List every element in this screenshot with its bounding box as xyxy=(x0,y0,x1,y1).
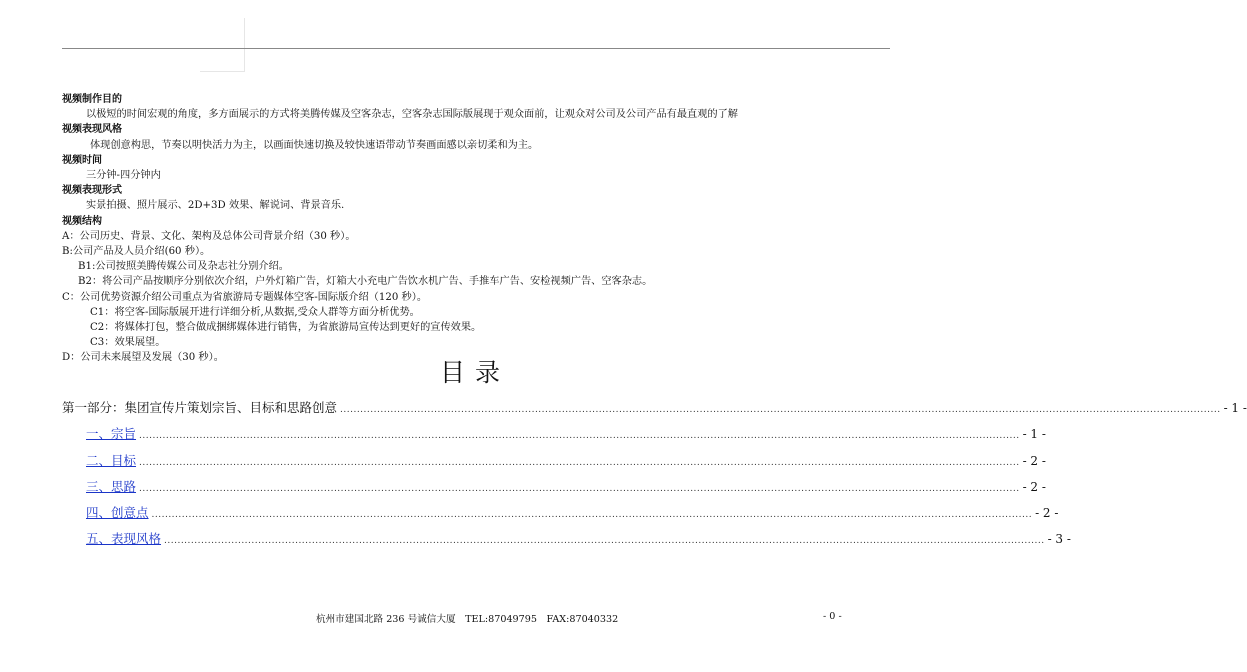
toc-page-number: - 1 - xyxy=(1223,401,1247,415)
structure-item: B:公司产品及人员介绍(60 秒）。 xyxy=(62,246,211,258)
toc-entry-text[interactable]: 第一部分：集团宣传片策划宗旨、目标和思路创意 xyxy=(62,400,338,415)
toc-leader: ...................................................................................................................................................................................................................................................................... xyxy=(139,431,1020,442)
structure-subitem: C3：效果展望。 xyxy=(90,337,166,349)
toc-leader: ...................................................................................................................................................................................................................................................................... xyxy=(164,536,1045,547)
structure-subitem: C1：将空客-国际版展开进行详细分析,从数据,受众人群等方面分析优势。 xyxy=(90,306,420,318)
body-paragraph: 三分钟-四分钟内 xyxy=(86,170,161,182)
section-heading: 视频结构 xyxy=(62,215,102,227)
toc-page-number: - 2 - xyxy=(1035,506,1059,521)
toc-link[interactable]: 一、宗旨 xyxy=(86,426,137,442)
header-corner-mark xyxy=(200,71,244,72)
structure-item: A：公司历史、背景、文化、架构及总体公司背景介绍（30 秒）。 xyxy=(62,230,356,242)
toc-link[interactable]: 二、目标 xyxy=(86,452,137,468)
toc-title: 目录 xyxy=(439,358,510,387)
footer-page-number: - 0 - xyxy=(823,611,842,622)
toc-leader: ...................................................................................................................................................................................................................................................................... xyxy=(139,483,1020,494)
section-heading: 视频表现形式 xyxy=(62,185,122,197)
toc-entry-approach[interactable] xyxy=(62,477,1046,503)
toc-entry-goal[interactable] xyxy=(62,451,1046,477)
toc-leader: ...................................................................................................................................................................................................................................................................... xyxy=(340,405,1221,415)
footer-address: 杭州市建国北路 236 号诚信大厦 TEL:87049795 FAX:87040332 xyxy=(316,614,619,625)
toc-link[interactable]: 三、思路 xyxy=(86,478,137,494)
body-paragraph: 实景拍摄、照片展示、2D+3D 效果、解说词、背景音乐. xyxy=(86,200,345,212)
toc-link[interactable]: 四、创意点 xyxy=(86,505,149,521)
section-heading: 视频时间 xyxy=(62,154,102,166)
toc-entry-creative-points[interactable] xyxy=(62,503,1059,529)
section-heading: 视频表现风格 xyxy=(62,124,122,136)
body-paragraph: 体现创意构思，节奏以明快活力为主，以画面快速切换及较快速语带动节奏画面感以亲切柔和为主。 xyxy=(90,139,539,151)
body-paragraph: 以极短的时间宏观的角度，多方面展示的方式将美腾传媒及空客杂志，空客杂志国际版展现于观众面前，让观众对公司及公司产品有最直观的了解 xyxy=(86,109,738,121)
toc-link[interactable]: 五、表现风格 xyxy=(86,531,162,547)
section-heading: 视频制作目的 xyxy=(62,94,122,105)
structure-item: D：公司未来展望及发展（30 秒）。 xyxy=(62,352,224,364)
toc-entry-part-one[interactable] xyxy=(62,398,1247,424)
structure-subitem: C2：将媒体打包，整合做成捆绑媒体进行销售，为省旅游局宣传达到更好的宣传效果。 xyxy=(90,322,482,334)
toc-page-number: - 2 - xyxy=(1022,479,1046,494)
toc-entry-purpose[interactable] xyxy=(62,424,1046,450)
structure-item: C：公司优势资源介绍公司重点为省旅游局专题媒体空客-国际版介绍（120 秒）。 xyxy=(62,291,428,303)
header-rule xyxy=(62,48,890,49)
document-body xyxy=(62,92,902,366)
toc-entry-style[interactable] xyxy=(62,529,1071,555)
structure-subitem: B1:公司按照美腾传媒公司及杂志社分别介绍。 xyxy=(78,261,289,273)
toc-leader: ...................................................................................................................................................................................................................................................................... xyxy=(139,457,1020,468)
toc-page-number: - 3 - xyxy=(1047,532,1071,547)
table-of-contents xyxy=(62,398,1247,556)
toc-leader: ...................................................................................................................................................................................................................................................................... xyxy=(151,510,1033,521)
toc-page-number: - 1 - xyxy=(1022,427,1046,442)
header-corner-mark xyxy=(244,18,245,72)
structure-subitem: B2：将公司产品按顺序分别依次介绍，户外灯箱广告，灯箱大小充电广告饮水机广告、手推车广告、安检视频广告、空客杂志。 xyxy=(78,276,653,288)
toc-page-number: - 2 - xyxy=(1022,453,1046,468)
